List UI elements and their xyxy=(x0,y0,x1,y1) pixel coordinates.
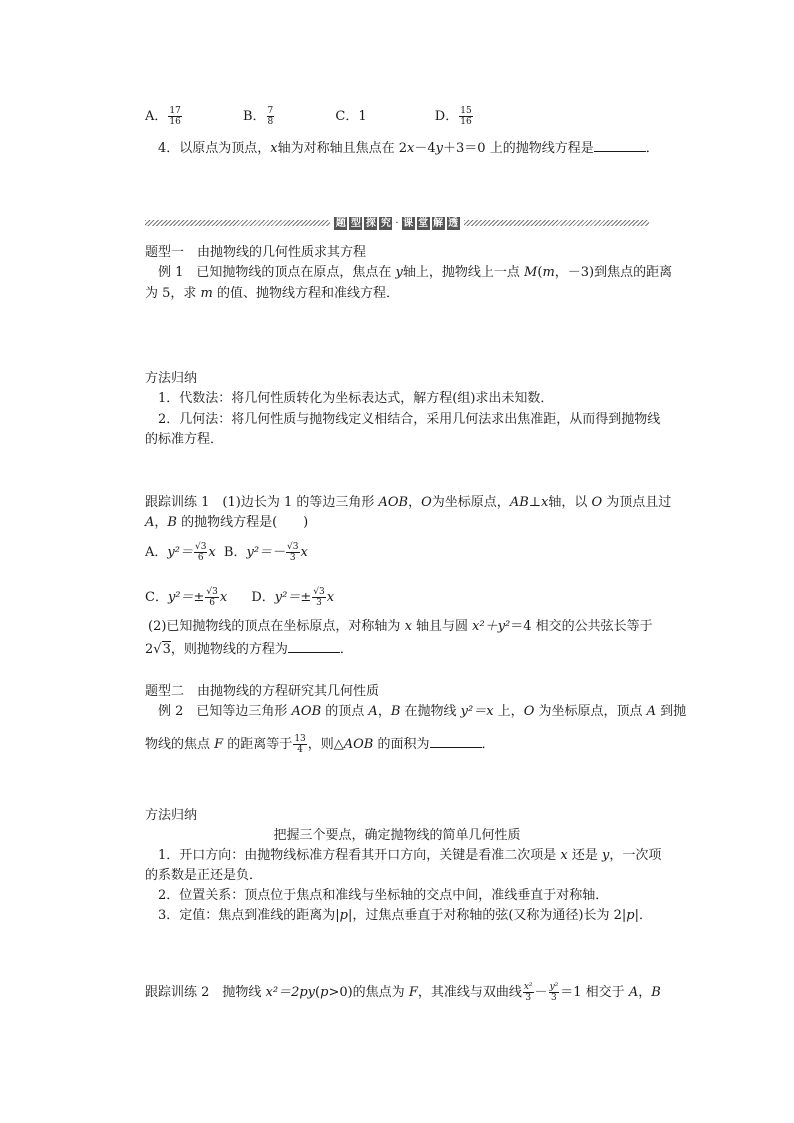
method1-item2-line2: 的标准方程． xyxy=(145,432,224,447)
example-2-line1: 例 2 已知等边三角形 AOB 的顶点 A，B 在抛物线 y²＝x 上，O 为坐标原点，顶点 A 到抛 xyxy=(158,704,687,719)
option-d: D．y²＝± $\frac{√3}{3}$ x xyxy=(251,587,335,608)
choice-d: D． $\frac{15}{16}$ xyxy=(434,106,472,127)
type1-title: 题型一 由抛物线的几何性质求其方程 xyxy=(145,245,367,260)
method2-title: 方法归纳 xyxy=(145,808,198,823)
answer-blank xyxy=(430,735,482,748)
method2-item1-line1: 1．开口方向：由抛物线标准方程看其开口方向，关键是看准二次项是 x 还是 y，一次项 xyxy=(158,848,662,863)
choice-b: B． $\frac{7}{8}$ xyxy=(242,106,274,127)
banner-hatch-left xyxy=(145,220,330,226)
example-2-line2: 物线的焦点 F 的距离等于 $\frac{13}{4}$ ，则△AOB 的面积为 ． xyxy=(145,734,495,755)
choices-row xyxy=(145,106,474,127)
choice-a: A． $\frac{17}{16}$ xyxy=(145,106,181,127)
track1-line1: 跟踪训练 1 (1)边长为 1 的等边三角形 AOB，O为坐标原点，AB⊥x轴，以 O 为顶点且过 xyxy=(145,495,672,510)
option-a: A．y²＝ $\frac{√3}{6}$ x xyxy=(145,542,216,563)
method2-item1-line2: 的系数是正还是负． xyxy=(145,868,263,883)
example-1-line2: 为 5，求 m 的值、抛物线方程和准线方程． xyxy=(145,286,400,301)
method1-title: 方法归纳 xyxy=(145,371,198,386)
banner-title: 题 型 探 究 · 课 堂 解 透 xyxy=(335,217,459,229)
track1-options-ab xyxy=(145,542,308,563)
method2-item2: 2．位置关系：顶点位于焦点和准线与坐标轴的交点中间，准线垂直于对称轴． xyxy=(158,888,609,903)
method1-item1: 1．代数法：将几何性质转化为坐标表达式，解方程(组)求出未知数． xyxy=(158,391,554,406)
answer-blank xyxy=(594,139,646,152)
track1-line2: A，B 的抛物线方程是( ) xyxy=(145,515,309,530)
option-b: B．y²＝－ $\frac{√3}{3}$ x xyxy=(223,542,308,563)
section-banner xyxy=(145,216,649,230)
banner-hatch-right xyxy=(464,220,649,226)
type2-title: 题型二 由抛物线的方程研究其几何性质 xyxy=(145,684,380,699)
track1-part2-line2: 2√3，则抛物线的方程为 ． xyxy=(145,642,353,657)
option-c: C．y²＝± $\frac{√3}{6}$ x xyxy=(145,587,228,608)
track2-line1: 跟踪训练 2 抛物线 x²＝2py(p>0)的焦点为 F，其准线与双曲线 $\frac{\text{x²}}{3}$ － $\frac{\text{y²}}{3}$ ＝1 相交于 A，B xyxy=(145,982,661,1003)
choice-c: C．1 xyxy=(335,109,367,124)
method1-item2-line1: 2．几何法：将几何性质与抛物线定义相结合，采用几何法求出焦准距，从而得到抛物线 xyxy=(158,412,661,427)
answer-blank xyxy=(288,640,340,653)
example-1-line1: 例 1 已知抛物线的顶点在原点，焦点在 y轴上，抛物线上一点 M(m，－3)到焦点的距离 xyxy=(158,265,673,280)
track1-part2-line1: (2)已知抛物线的顶点在坐标原点，对称轴为 x 轴且与圆 x²＋y²＝4 相交的公共弦长等于 xyxy=(148,619,653,634)
method2-item3: 3．定值：焦点到准线的距离为|p|，过焦点垂直于对称轴的弦(又称为通径)长为 2|p|． xyxy=(158,908,653,923)
question-4: 4．以原点为顶点，x轴为对称轴且焦点在 2x－4y＋3＝0 上的抛物线方程是 ． xyxy=(158,141,659,156)
track1-options-cd xyxy=(145,587,334,608)
method2-subtitle: 把握三个要点，确定抛物线的简单几何性质 xyxy=(273,828,521,843)
